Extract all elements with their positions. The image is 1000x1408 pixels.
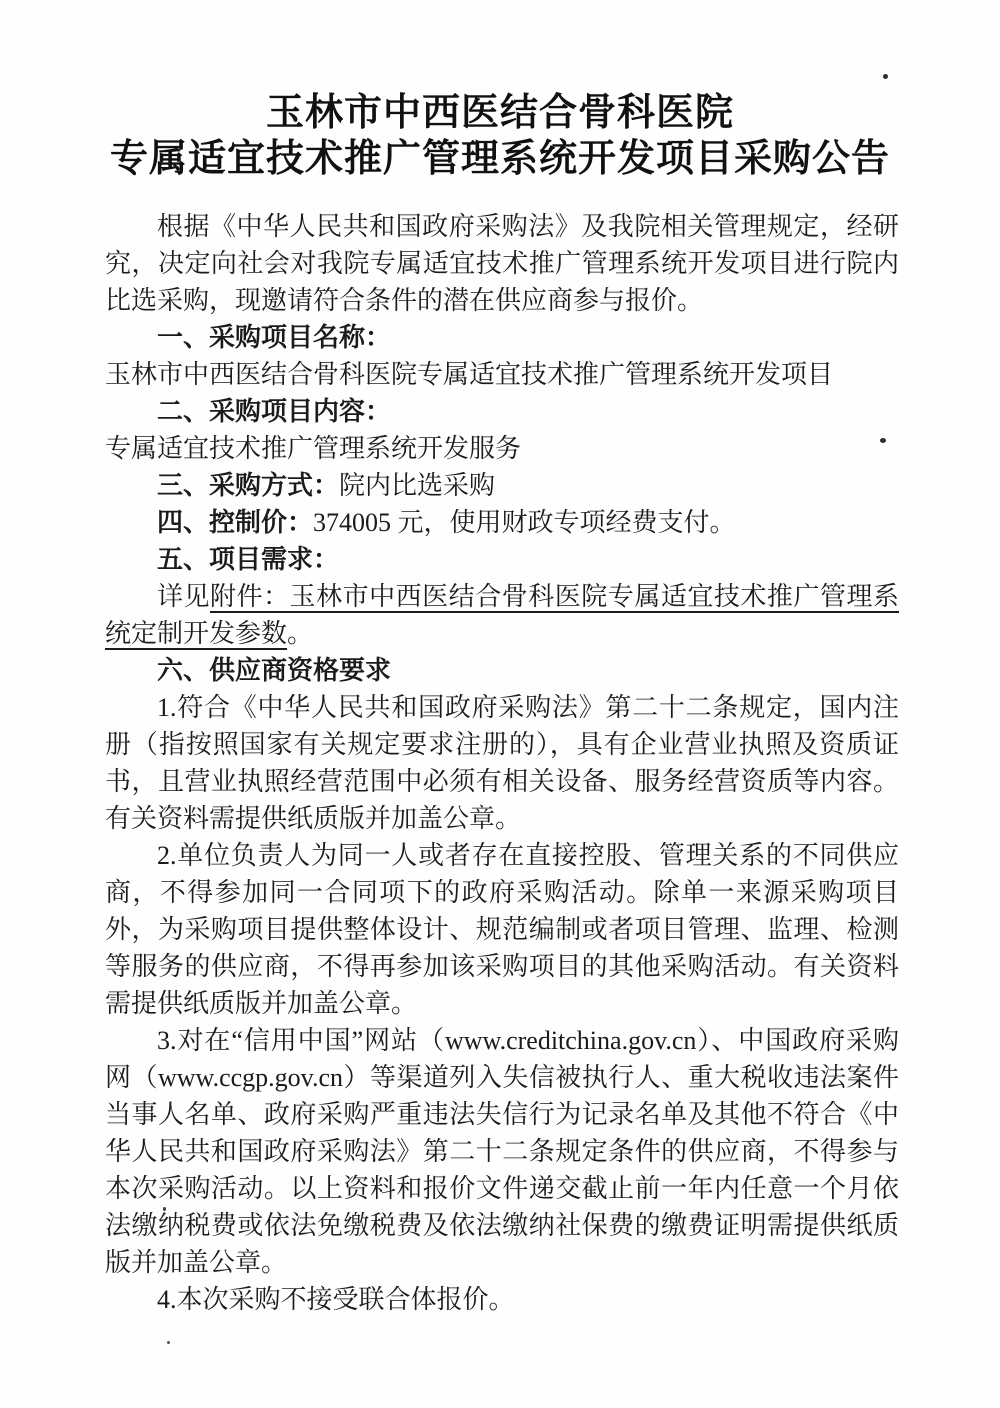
section-5-heading (105, 541, 899, 578)
section-4-line (105, 504, 899, 541)
paragraph-intro: 根据《中华人民共和国政府采购法》及我院相关管理规定，经研究，决定向社会对我院专属适宜技术推广管理系统开发项目进行院内比选采购，现邀请符合条件的潜在供应商参与报价。 (105, 212, 899, 315)
section-2-heading (105, 393, 899, 430)
scan-artifact-dot (163, 1207, 166, 1211)
scan-artifact-dot (167, 1341, 170, 1344)
detail-suffix: 。 (287, 619, 314, 648)
section-5-detail (105, 578, 899, 652)
detail-prefix: 详见 (157, 582, 211, 611)
section-1-heading (105, 319, 899, 356)
section-1-body: 玉林市中西医结合骨科医院专属适宜技术推广管理系统开发项目 (105, 360, 834, 389)
section-3-heading-text: 三、采购方式： (157, 471, 340, 500)
section-5-heading-text: 五、项目需求： (157, 545, 340, 574)
section-4-heading-text: 四、控制价： (157, 508, 314, 537)
scan-artifact-dot (883, 74, 888, 79)
section-6-heading-text: 六、供应商资格要求 (157, 656, 392, 685)
requirement-item-1: 1.符合《中华人民共和国政府采购法》第二十二条规定，国内注册（指按照国家有关规定要求注册的），具有企业营业执照及资质证书，且营业执照经营范围中必须有相关设备、服务经营资质等内容。有关资料需提供纸质版并加盖公章。 (105, 693, 899, 833)
document-title (0, 0, 1000, 182)
title-line-1: 玉林市中西医结合骨科医院 (265, 92, 734, 134)
requirement-item-3: 3.对在“信用中国”网站（www.creditchina.gov.cn）、中国政府采购网（www.ccgp.gov.cn）等渠道列入失信被执行人、重大税收违法案件当事人名单、政府采购严重违法失信行为记录名单及其他不符合《中华人民共和国政府采购法》第二十二条规定条件的供应商，不得参与本次采购活动。以上资料和报价文件递交截止前一年内任意一个月依法缴纳税费或依法免缴税费及依法缴纳社保费的缴费证明需提供纸质版并加盖公章。 (105, 1026, 899, 1277)
section-6-heading (105, 652, 899, 689)
requirement-item-4: 4.本次采购不接受联合体报价。 (157, 1285, 515, 1314)
section-3-value: 院内比选采购 (339, 471, 496, 500)
section-1-heading-text: 一、采购项目名称： (157, 323, 392, 352)
section-2-heading-text: 二、采购项目内容： (157, 397, 392, 426)
scan-artifact-dot (880, 438, 886, 443)
title-line-2: 专属适宜技术推广管理系统开发项目采购公告 (109, 138, 890, 180)
requirement-item-2: 2.单位负责人为同一人或者存在直接控股、管理关系的不同供应商，不得参加同一合同项下的政府采购活动。除单一来源采购项目外，为采购项目提供整体设计、规范编制或者项目管理、监理、检测等服务的供应商，不得再参加该采购项目的其他采购活动。有关资料需提供纸质版并加盖公章。 (105, 841, 899, 1018)
attachment-reference-underlined: 附件：玉林市中西医结合骨科医院专属适宜技术推广管理系统定制开发参数 (105, 582, 899, 648)
document-body (105, 208, 899, 1318)
section-2-body: 专属适宜技术推广管理系统开发服务 (105, 434, 522, 463)
section-4-value: 374005 元，使用财政专项经费支付。 (313, 508, 736, 537)
section-3-line (105, 467, 899, 504)
